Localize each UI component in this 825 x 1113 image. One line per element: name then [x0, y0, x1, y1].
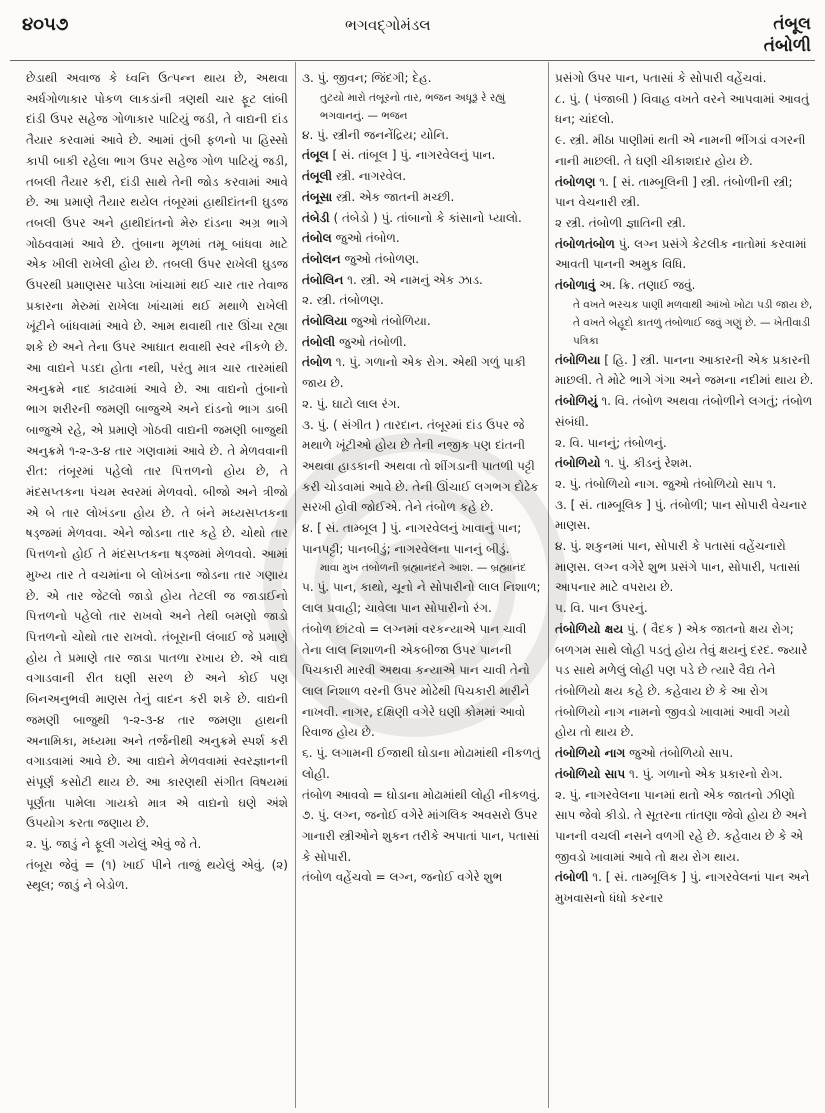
- dictionary-entry: [555, 619, 815, 743]
- dictionary-entry: [302, 208, 542, 229]
- quotation: તે વખતે ભરચક પાણી મળવાથી આંખો ખોટા પડી જાય છે, તે વખતે બેહૂદો કાતળું તંબોળાઈ જવું ગણું છે. — ખેતીવાડી પત્રિકા: [573, 298, 813, 347]
- entry-sense: [302, 785, 542, 806]
- entry-sense: [302, 290, 542, 311]
- definition-text: ૧. સ્ત્રી. એ નામનું એક ઝાડ.: [347, 272, 483, 287]
- dictionary-entry: [555, 764, 815, 785]
- definition-text: ૨. પું. તંબોળિયો નાગ. જુઓ તંબોળિયો સાપ ૧.: [555, 476, 777, 491]
- entry-sense: [555, 785, 815, 868]
- definition-text: ૧. વિ. તંબોળ અથવા તંબોળીને લગતું; તંબોળ સંબંધી.: [555, 394, 813, 429]
- definition-text: ૮. પું. ( પંજાબી ) વિવાહ વખતે વરને આપવામાં આવતું ધન; ચાંદલો.: [555, 91, 810, 127]
- entry-sense: [26, 834, 288, 855]
- headword: તંબૂસા: [302, 189, 333, 204]
- definition-text: પ્રસંગો ઉપર પાન, પતાસાં કે સોપારી વહેંચવાં.: [555, 71, 767, 85]
- page-header: [0, 0, 825, 60]
- dictionary-entry: [302, 145, 542, 166]
- headword: તંબેડી: [302, 210, 330, 225]
- headword: તંબોલ: [302, 231, 332, 246]
- dictionary-entry: [302, 249, 542, 270]
- quotation: તુટયો મારો તંબૂરનો તાર, ભજન અધૂરૂં રે રહ્યું ભગવાનનું. — ભજન: [320, 91, 506, 122]
- definition-text: જુઓ તંબોળી.: [338, 334, 407, 349]
- definition-text: [ સં. તાંબૂલ ] પું. નાગરવેલનું પાન.: [332, 148, 496, 163]
- dictionary-entry: [302, 270, 542, 291]
- definition-text: ૭. પું. લગ્ન, જનોઈ વગેરે માંગલિક અવસરો ઉપર ગાનારી સ્ત્રીઓને શુકન તરીકે અપાતાં પાન, પતાસાં કે સોપારી.: [302, 808, 540, 864]
- definition-text: ૪. [ સં. તામ્બૂલ ] પું. નાગરવેલનું ખાવાનું પાન; પાનપટ્ટી; પાનબીડું; નાગરવેલના પાનનું બીડું.: [302, 521, 522, 556]
- definition-text: તંબોળ છાંટવો = લગ્નમાં વરકન્યાએ પાન ચાવી તેના લાલ નિશાળની એકબીજા ઉપર પાનની પિચકારી મારવી અથવા કન્યાએ પાન ચાવી તેનો લાલ નિશાળ વરની ઉપર મોઢેથી પિચકારી મારીને નાખવી. નાગર, દક્ષિણી વગેરે ઘણી કોમમાં આવો રિવાજ હોય છે.: [302, 621, 530, 740]
- headword: તંબોળતંબોળ: [555, 236, 615, 251]
- entry-sense: [555, 536, 815, 598]
- dictionary-entry: [555, 350, 815, 391]
- entry-sense: [555, 598, 815, 619]
- headword: તંબોળાવું: [555, 278, 596, 293]
- definition-text: ૯. સ્ત્રી. મીઠા પાણીમાં થતી એ નામની ભીંગડાં વગરની નાની માછલી. તે ઘણી ચીકાશદાર હોય છે.: [555, 133, 806, 168]
- headword: તંબૂલ: [302, 148, 329, 163]
- definition-text: ૨. વિ. પાનનું; તંબોળનું.: [555, 435, 667, 450]
- headword: તંબોલિયા: [302, 314, 348, 329]
- definition-text: ૪. પું. શકુનમાં પાન, સોપારી કે પતાસાં વહેંચનારો માણસ. લગ્ન વગેરે શુભ પ્રસંગે પાન, સોપારી, પતાસાં આપનાર માટે વપરાય છે.: [555, 539, 801, 595]
- entry-sense: [555, 495, 815, 536]
- headword: તંબોલી: [302, 334, 336, 349]
- column-2: [302, 68, 542, 1108]
- definition-text: ( તંબેડો ) પું. તાંબાનો કે કાંસાનો પ્યાલો.: [333, 210, 522, 225]
- definition-text: છેડાથી અવાજ કે ધ્વનિ ઉત્પન્ન થાય છે, અથવા અર્ધગોળાકાર પોકળ લાકડાંની ત્રણથી ચાર ફૂટ લાંબી દાંડી ઉપર સહેજ ગોળાકાર પાટિયું જડી, તે વાદ્યની દાંડ તૈયાર કરવામાં આવે છે. આમાં તુંબી ફળનો પા હિસ્સો કાપી બાકી રહેલા ભાગ ઉપર સહેજ ગોળ પાટિયું જડી, તબલી તૈયાર કરી, દાંડી સાથે તેની જોડ કરવામાં આવે છે. આ પ્રમાણે તૈયાર થયેલ તંબૂરમાં હાથીદાંતની ઘુડજ તબલી ઉપર અને હાથીદાંતનો મેરુ દાંડના અગ્ર ભાગે ગોઠવવામાં આવે છે. તુંબાના મૂળમાં તમૂ બાંધવા માટે એક ખીલી રાખેલી હોય છે. તબલી ઉપર રાખેલી ઘુડજ ઉપરથી પ્રમાણસર પાડેલા ખાંચામાં થઈ ચાર તાર તેવાજ પ્રકારના મેરુમાં રાખેલા ખાંચામાં થઈ મથાળે રાખેલી ખૂંટીને બાંધવામાં આવે છે. આમ થવાથી તાર ઊંચા રહ્યા શકે છે અને તેના ઉપર આઘાત થવાથી સ્વર નીકળે છે. આ વાદ્યને પડદા હોતા નથી, પરંતુ માત્ર ચાર તારમાંથી અનુક્રમે નાદ કાઢવામાં આવે છે. આ વાદ્યનો તુંબાનો ભાગ શરીરની જમણી બાજુએ અને દાંડનો ભાગ ડાબી બાજુએ રહે, એ પ્રમાણે ગોઠવી વાદ્યની જમણી બાજુથી અનુક્રમે ૧-૨-૩-૪ તાર ગણવામાં આવે છે. તે મેળવવાની રીત: તંબૂરમાં પહેલો તાર પિત્તળનો હોય છે, તે મંદસપ્તકના પંચમ સ્વરમાં મેળવવો. બીજો અને ત્રીજો એ બે તાર લોખંડના હોય છે. તે બંને મધ્યસપ્તકના ષડ્જમાં મેળવવા. એને જોડના તાર કહે છે. ચોથો તાર પિત્તળનો હોઈ તે મંદસપ્તકના ષડ્જમાં મેળવવો. આમાં મુખ્ય તાર તે વચમાંના બે લોખંડના જોડના તાર ગણાય છે. એ તાર જેટલો જાડો હોય તેટલી જ જાડાઈનો પિત્તળનો પહેલો તાર રાખવો અને તેથી બમણો જાડો પિત્તળનો ચોથો તાર રાખવો. તંબૂરાની લંબાઈ જે પ્રમાણે હોય તે પ્રમાણે તાર જાડા પાતળા રખાય છે. એ વાદ્ય વગાડવાની રીત ઘણી સરળ છે અને કોઈ પણ બિનઅનુભવી માણસ તેનું વાદન કરી શકે છે. વાદ્યની જમણી બાજુથી ૧-૨-૩-૪ તાર જમણા હાથની અનામિકા, મધ્યમા અને તર્જનીથી અનુક્રમે સ્પર્શ કરી વગાડવામાં આવે છે. આ વાદ્યને મેળવવામાં સ્વરજ્ઞાનની સંપૂર્ણ કસોટી થાય છે. આ કારણથી સંગીત વિષયમાં પૂર્ણતા પામેલા ગાયકો માત્ર એ વાદ્યનો ઘણે અંશે ઉપયોગ કરતા જણાય છે.: [26, 71, 288, 831]
- definition-text: જુઓ તંબોળણ.: [344, 251, 420, 266]
- entry-sense: [302, 415, 542, 519]
- definition-text: ૧. પું. ગળાનો એક પ્રકારનો રોગ.: [628, 766, 783, 781]
- entry-sense: [302, 68, 542, 89]
- definition-text: ૩. પું. ( સંગીત ) તારદાન. તંબૂરમાં દાંડ ઉપર જે મથાળે ખૂંટીઓ હોય છે તેની નજીક પણ દાંતની અથવા હાડકાની અથવા તો શીંગડાની પાતળી પટ્ટી કરી ચોડવામાં આવે છે. તેની ઊંચાઈ લગભગ દોઢેક સરખી હોવી જોઈએ. તેને તંબોળ કહે છે.: [302, 417, 539, 515]
- entry-sense: [555, 474, 815, 495]
- definition-text: ૧. પું. ગળાનો એક રોગ. એથી ગળું પાકી જાય છે.: [302, 355, 526, 391]
- entry-sense: [302, 394, 542, 415]
- definition-text: સ્ત્રી. એક જાતની મચ્છી.: [336, 189, 455, 204]
- guide-word-first: તંબૂલ: [773, 14, 811, 34]
- headword: તંબોળી: [555, 870, 589, 885]
- dictionary-entry: [302, 166, 542, 187]
- headword: તંબોળિયો સાપ: [555, 766, 626, 781]
- definition-text: જુઓ તંબોળ.: [335, 231, 400, 246]
- entry-sense: [302, 125, 542, 146]
- definition-text: પું. ( વૈદક ) એક જાતનો ક્ષય રોગ; બળગમ સાથે લોહી પડતું હોય તેવું ક્ષયનું દરદ. જ્યારે ૫ડ સાથે મળેલું લોહી પણ ૫ડે છે ત્યારે વૈદ્ય તેને તંબોળિયો ક્ષય કહે છે. કહેવાય છે કે આ રોગ તંબોળિયો નાગ નામનો જીવડો ખાવામાં આવી ગયો હોય તો થાય છે.: [555, 621, 808, 740]
- entry-sense: [302, 577, 542, 618]
- quotation: માવા મુખ તંબોળની બ્રહ્માનંદને આશ. — બ્રહ્માનંદ: [320, 562, 527, 575]
- running-title: ભગવદ્ગોમંડલ: [345, 16, 431, 34]
- headword: તંબોળિયા: [555, 352, 601, 367]
- entry-sense: [302, 619, 542, 743]
- definition-text: તંબોળ વહેંચવો = લગ્ન, જનોઈ વગેરે શુભ: [302, 870, 503, 885]
- definition-text: તંબૂરા જેવું = (૧) ખાઈ પીને તાજું થયેલું એવું. (૨) સ્થૂલ; જાડું ને બેડોળ.: [26, 857, 288, 893]
- headword: તંબોલન: [302, 251, 341, 266]
- dictionary-entry: [555, 275, 815, 296]
- definition-text: ૧. પું. કીડનું રેશમ.: [604, 456, 693, 471]
- entry-sense: [555, 433, 815, 454]
- headword: તંબોળિયો ક્ષય: [555, 621, 624, 636]
- definition-text: ૨ સ્ત્રી. તંબોળી જ્ઞાતિની સ્ત્રી.: [555, 215, 686, 230]
- column-3: [555, 68, 815, 1108]
- header-rule: [10, 60, 815, 61]
- dictionary-entry: [302, 228, 542, 249]
- entry-sense: [302, 743, 542, 784]
- definition-text: સ્ત્રી. નાગરવેલ.: [335, 169, 407, 184]
- definition-text: ૫. વિ. પાન ઉપરનું.: [555, 601, 648, 616]
- entry-sense: [555, 213, 815, 234]
- definition-text: [ હિ. ] સ્ત્રી. પાનના આકારની એક પ્રકારની માછલી. તે મોટે ભાગે ગંગા અને જમના નદીમાં થાય છે.: [555, 352, 814, 388]
- dictionary-entry: [555, 453, 815, 474]
- guide-word-last: તંબોળી: [763, 36, 811, 56]
- headword: તંબોળિયો: [555, 456, 601, 471]
- definition-text: ૪. પું. સ્ત્રીની જનનેંદ્રિય; યોનિ.: [302, 127, 449, 142]
- dictionary-entry: [555, 743, 815, 764]
- definition-text: પું. લગ્ન પ્રસંગે કેટલીક નાતોમાં કરવામાં આવતી પાનની અમુક વિધિ.: [555, 236, 807, 272]
- definition-text: જુઓ તંબોળિયો સાપ.: [629, 746, 734, 761]
- dictionary-entry: [555, 391, 815, 432]
- definition-text: ૬. પું. લગામની ઈજાથી ઘોડાના મોઢામાંથી નીકળતું લોહી.: [302, 746, 541, 781]
- definition-text: ૧. [ સં. તામ્બૂલિક ] પું. નાગરવેલનાં પાન અને મુખવાસનો ધંધો કરનાર: [555, 870, 810, 906]
- headword: તંબોળણ: [555, 174, 596, 189]
- entry-sense: [555, 89, 815, 130]
- definition-text: જુઓ તંબોળિયા.: [350, 314, 431, 329]
- dictionary-entry: [555, 234, 815, 275]
- definition-text: ૩. પું. જીવન; જિંદગી; દેહ.: [302, 71, 432, 85]
- definition-text: ૨. સ્ત્રી. તંબોળણ.: [302, 293, 384, 308]
- definition-text: ૫. પું. પાન, કાથો, ચૂનો ને સોપારીનો લાલ નિશાળ; લાલ પ્રવાહી; ચાવેલા પાન સોપારીનો રંગ.: [302, 580, 541, 616]
- column-1: [26, 68, 288, 1108]
- definition-text: ૨. પું. જાડું ને ફૂલી ગયેલું એવું જે તે.: [26, 837, 202, 852]
- headword: તંબોળિયું: [555, 394, 598, 409]
- headword: તંબોળ: [302, 355, 332, 370]
- page-number: ૪૦૫૭: [22, 14, 69, 35]
- definition-text: ૨. પું. ઘાટો લાલ રંગ.: [302, 396, 401, 411]
- definition-text: અ. ક્રિ. તણાઈ જવું.: [599, 278, 696, 293]
- headword: તંબોળિયો નાગ: [555, 746, 626, 761]
- dictionary-entry: [302, 332, 542, 353]
- entry-sense: [302, 867, 542, 888]
- entry-sense: [26, 855, 288, 896]
- entry-sense: [26, 68, 288, 834]
- dictionary-entry: [302, 311, 542, 332]
- dictionary-entry: [555, 172, 815, 213]
- dictionary-entry: [302, 352, 542, 393]
- headword: તંબોલિન: [302, 272, 344, 287]
- headword: તંબૂલી: [302, 169, 333, 184]
- entry-sense: [555, 68, 815, 89]
- dictionary-entry: [555, 867, 815, 908]
- definition-text: ૧. [ સં. તામ્બૂલિની ] સ્ત્રી. તંબોળીની સ્ત્રી; પાન વેચનારી સ્ત્રી.: [555, 174, 793, 210]
- definition-text: તંબોળ આવવો = ઘોડાના મોઢામાંથી લોહી નીકળવું.: [302, 787, 541, 802]
- entry-sense: [302, 805, 542, 867]
- entry-sense: [302, 518, 542, 559]
- dictionary-entry: [302, 187, 542, 208]
- entry-sense: [555, 130, 815, 171]
- definition-text: ૨. પું. નાગરવેલના પાનમાં થતો એક જાતનો ઝીણો સાપ જેવો કીડો. તે સૂતરના તાંતણા જેવો હોય છે અને પાનની વચલી નસને વળગી રહે છે. કહેવાય છે કે એ જીવડો ખાવામાં આવે તો ક્ષય રોગ થાય.: [555, 787, 807, 864]
- definition-text: ૩. [ સં. તામ્બૂલિક ] પું. તંબોળી; પાન સોપારી વેચનાર માણસ.: [555, 497, 807, 533]
